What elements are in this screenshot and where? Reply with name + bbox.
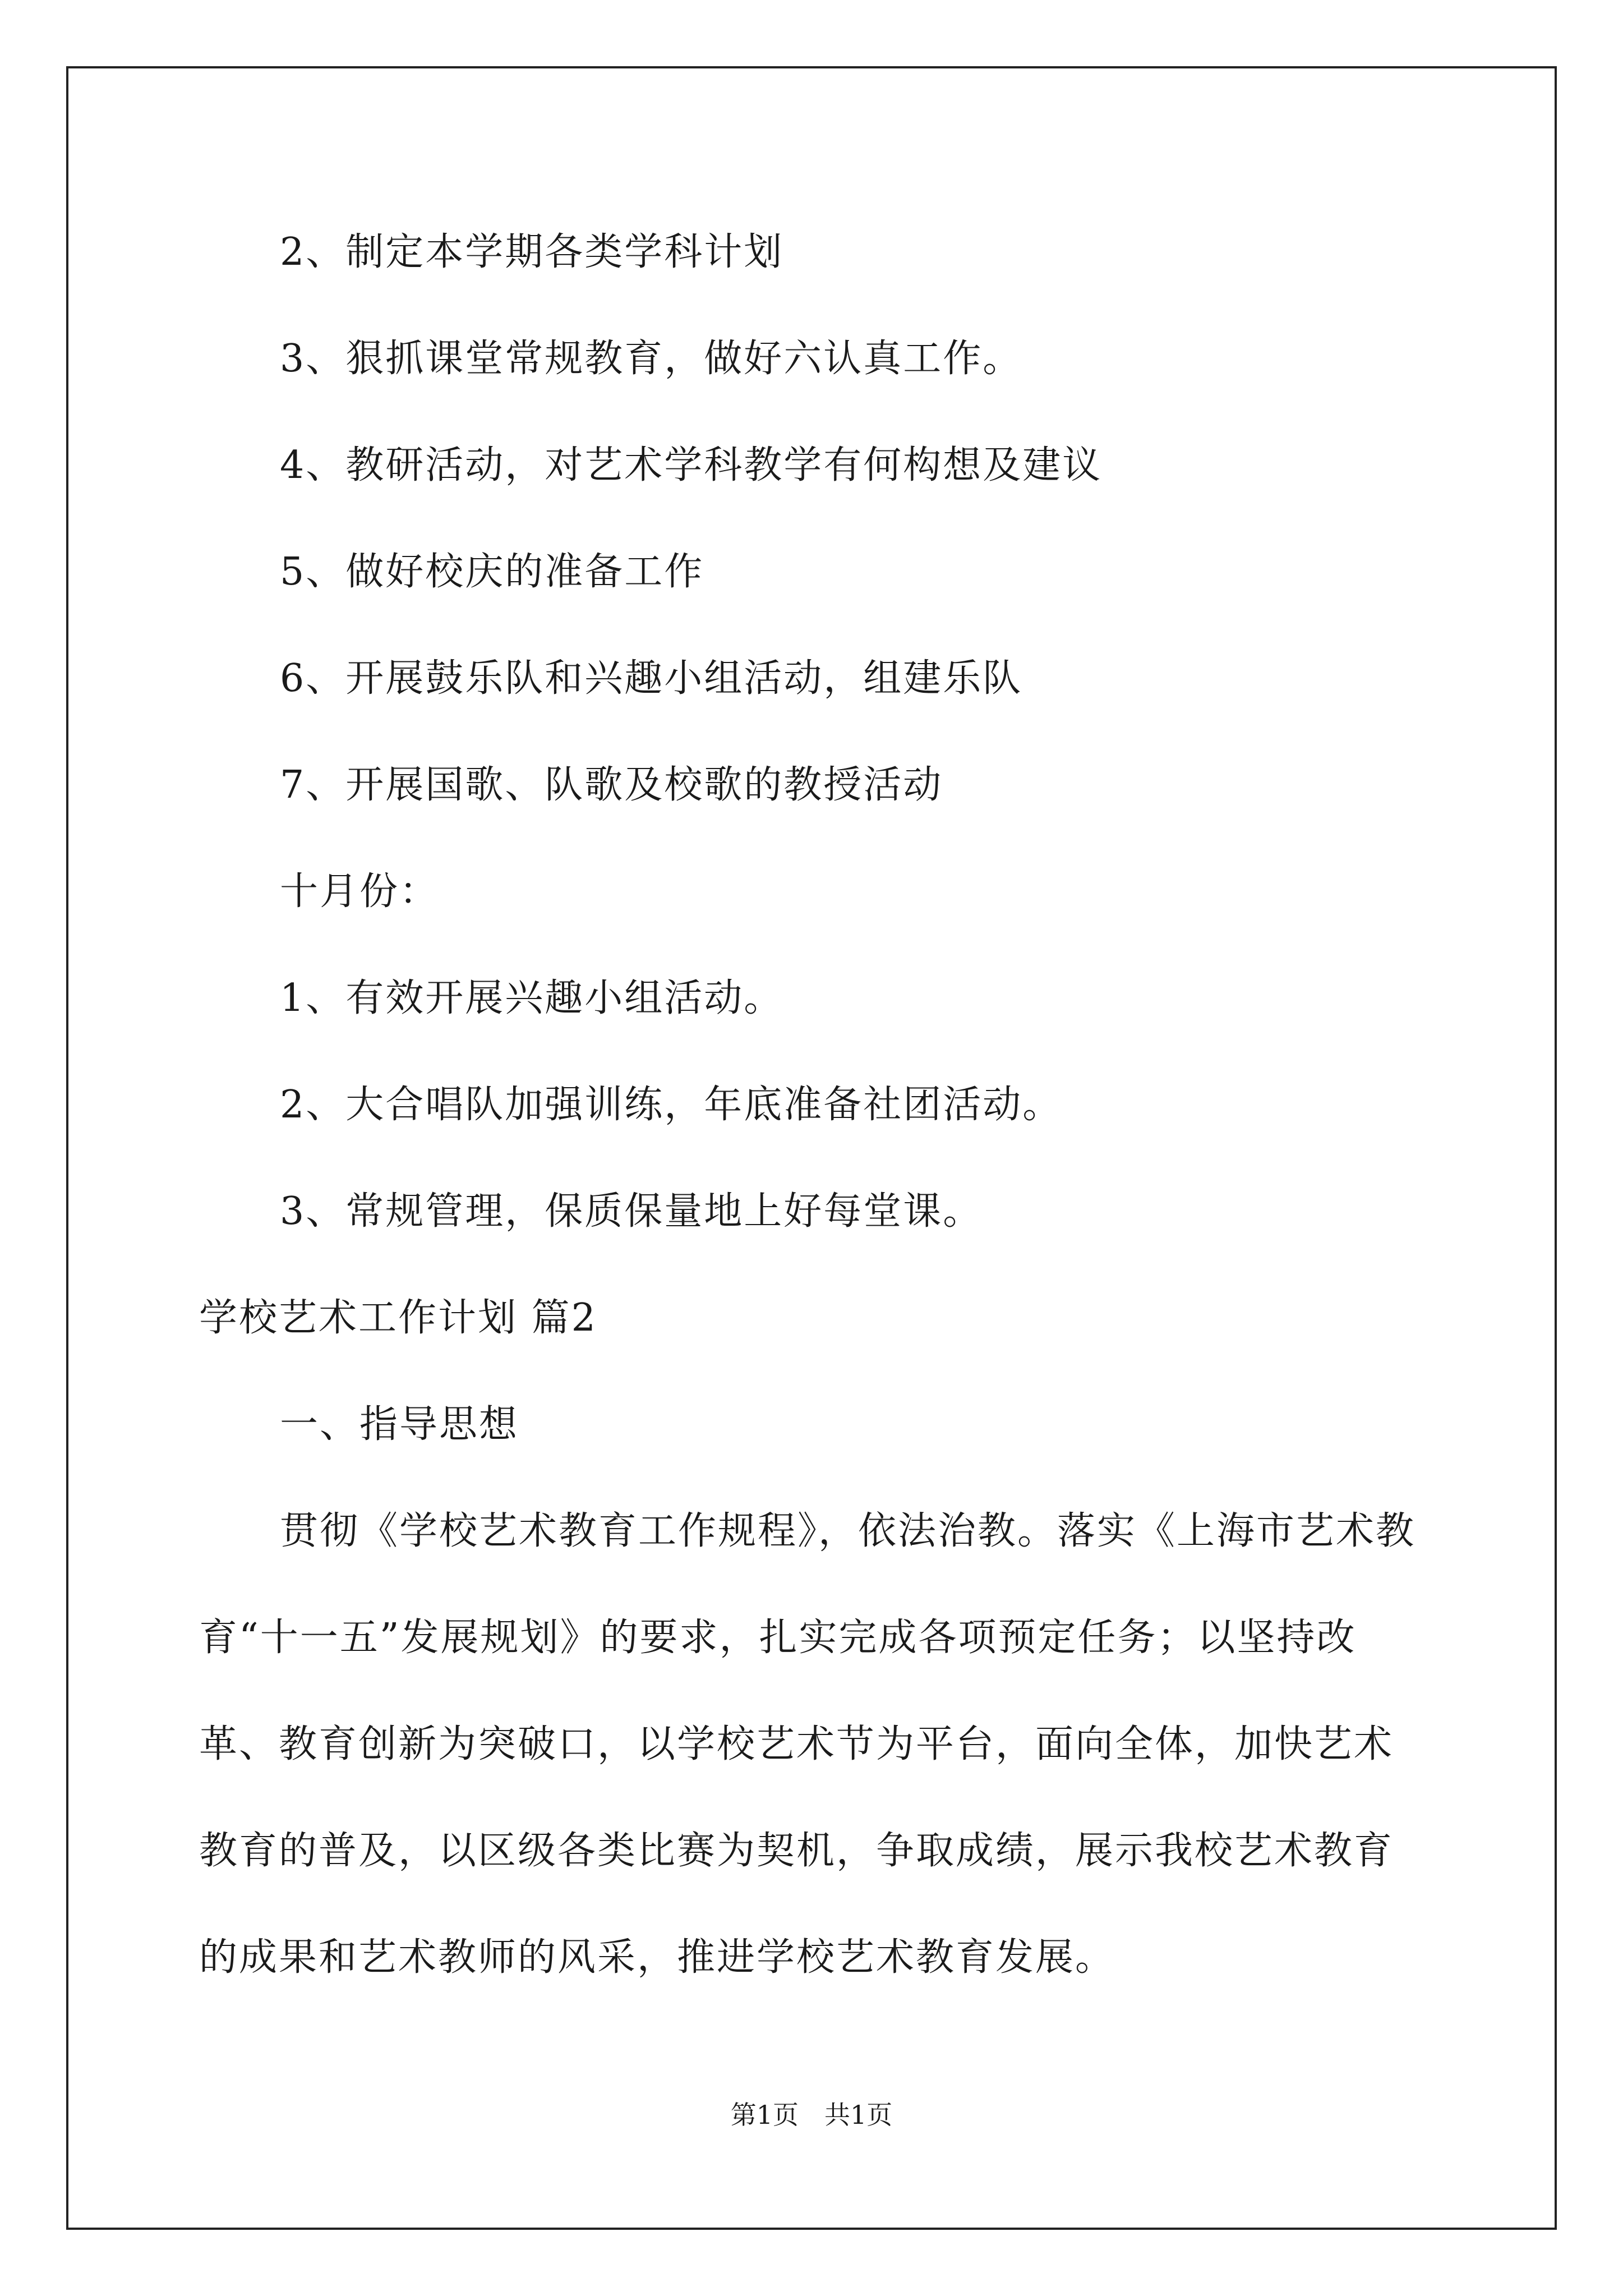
page-footer: 第1页 共1页 [730, 2100, 893, 2130]
list-item: 4、教研活动，对艺术学科教学有何构想及建议 [280, 443, 1103, 487]
list-item: 1、有效开展兴趣小组活动。 [280, 976, 784, 1020]
section-title: 学校艺术工作计划 篇2 [199, 1296, 597, 1340]
page-border [66, 66, 1557, 2230]
list-item: 3、常规管理，保质保量地上好每堂课。 [280, 1189, 983, 1234]
paragraph-line: 的成果和艺术教师的风采，推进学校艺术教育发展。 [199, 1935, 1115, 1980]
paragraph-line: 教育的普及，以区级各类比赛为契机，争取成绩，展示我校艺术教育 [199, 1829, 1394, 1873]
paragraph-line: 贯彻《学校艺术教育工作规程》，依法治教。落实《上海市艺术教 [280, 1509, 1416, 1553]
paragraph-line: 育“十一五”发展规划》的要求，扎实完成各项预定任务；以坚持改 [199, 1616, 1357, 1660]
list-item: 5、做好校庆的准备工作 [280, 550, 704, 594]
list-item: 2、制定本学期各类学科计划 [280, 230, 784, 274]
list-item: 6、开展鼓乐队和兴趣小组活动，组建乐队 [280, 656, 1023, 701]
october-heading: 十月份： [280, 869, 440, 914]
paragraph-line: 革、教育创新为突破口，以学校艺术节为平台，面向全体，加快艺术 [199, 1722, 1394, 1766]
subsection-title: 一、指导思想 [280, 1402, 519, 1447]
list-item: 2、大合唱队加强训练，年底准备社团活动。 [280, 1083, 1063, 1127]
list-item: 7、开展国歌、队歌及校歌的教授活动 [280, 763, 943, 807]
list-item: 3、狠抓课堂常规教育，做好六认真工作。 [280, 337, 1023, 381]
